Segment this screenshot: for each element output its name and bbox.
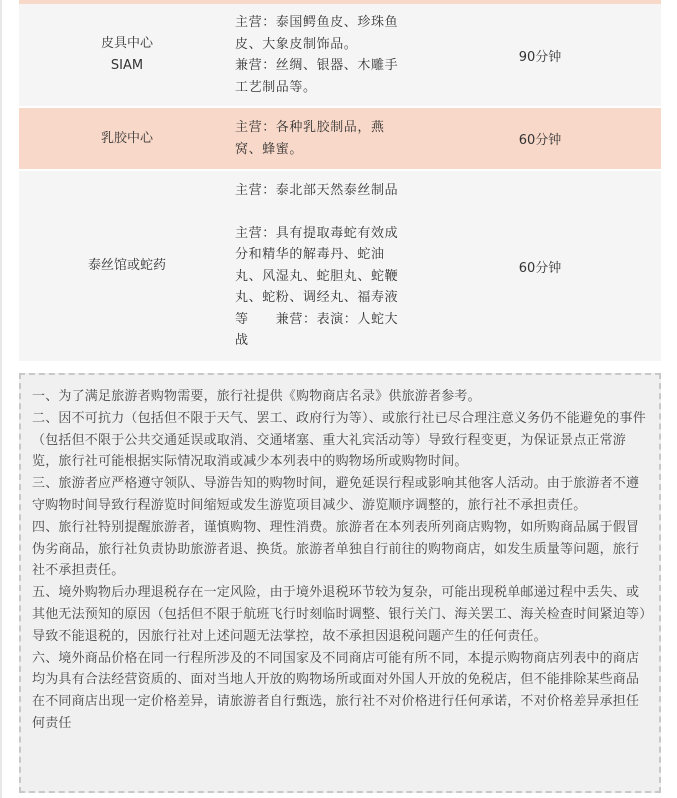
desc-line: 兼营：丝绸、银器、木雕手 [235, 58, 399, 73]
desc-line: 主营：具有提取毒蛇有效成 [235, 225, 399, 241]
desc-gap [235, 202, 419, 223]
shop-time: 90分钟 [518, 49, 562, 65]
desc-line: 主营：各种乳胶制品，燕 [235, 120, 385, 135]
left-border [0, 0, 2, 798]
desc-line: 主营：泰国鳄鱼皮、珍珠鱼 [235, 15, 399, 30]
desc-line: 主营：泰北部天然泰丝制品 [235, 183, 399, 199]
shop-name-en: SIAM [110, 58, 144, 73]
shop-desc-cell [235, 180, 419, 352]
desc-line: 丸、风湿丸、蛇胆丸、蛇鞭 [235, 268, 399, 284]
table-row [19, 108, 661, 171]
table-row [19, 4, 661, 108]
shopping-table [19, 0, 661, 363]
shop-desc-cell [235, 117, 419, 160]
note-paragraph: 一、为了满足旅游者购物需要，旅行社提供《购物商店名录》供旅游者参考。 [32, 389, 481, 404]
shop-name: 泰丝馆或蛇药 [87, 258, 166, 273]
shop-name: 皮具中心 [100, 36, 153, 51]
shop-time: 60分钟 [518, 133, 562, 148]
shop-name-cell [19, 33, 235, 77]
desc-line: 丸、蛇粉、调经丸、福寿液 [235, 290, 399, 306]
notes-box [19, 373, 661, 793]
note-paragraph: 六、境外商品价格在同一行程所涉及的不同国家及不同商店可能有所不同，本提示购物商店列表中的商店均为具有合法经营资质的、面对当地人开放的购物场所或面对外国人开放的免税店，但不能排除某些商品在不同商店出现一定价格差异，请旅游者自行甄选，旅行社不对价格进行任何承诺，不对价格差异承担任何责任 [32, 650, 640, 731]
shop-time: 60分钟 [518, 260, 562, 276]
note-paragraph: 四、旅行社特别提醒旅游者，谨慎购物、理性消费。旅游者在本列表所列商店购物，如所购商品属于假冒伪劣商品，旅行社负责协助旅游者退、换货。旅游者单独自行前往的购物商店，如发生质量等问题，旅行社不承担责任。 [32, 519, 640, 579]
table-row [19, 171, 661, 363]
note-paragraph: 五、境外购物后办理退税存在一定风险，由于境外退税环节较为复杂，可能出现税单邮递过程中丢失、或其他无法预知的原因（包括但不限于航班飞行时刻临时调整、银行关门、海关罢工、海关检查时间紧迫等）导致不能退税的，因旅行社对上述问题无法掌控，故不承担因退税问题产生的任何责任。 [32, 585, 646, 644]
desc-line: 分和精华的解毒丹、蛇油 [235, 247, 385, 263]
note-paragraph: 三、旅游者应严格遵守领队、导游告知的购物时间，避免延误行程或影响其他客人活动。由于旅游者不遵守购物时间导致行程游览时间缩短或发生游览项目减少、游览顺序调整的，旅行社不承担责任。 [32, 476, 640, 513]
shop-name: 乳胶中心 [100, 130, 153, 146]
desc-line: 等 兼营：表演：人蛇大 [235, 311, 399, 327]
desc-line: 皮、大象皮制饰品。 [235, 36, 358, 52]
desc-line: 工艺制品等。 [235, 79, 317, 95]
note-paragraph: 二、因不可抗力（包括但不限于天气、罢工、政府行为等）、或旅行社已尽合理注意义务仍不能避免的事件（包括但不限于公共交通延误或取消、交通堵塞、重大礼宾活动等）导致行程变更，为保证景点正常游览，旅行社可能根据实际情况取消或减少本列表中的购物场所或购物时间。 [32, 410, 646, 470]
desc-line: 战 [235, 333, 249, 349]
desc-line: 窝、蜂蜜。 [235, 141, 304, 157]
shop-desc-cell [235, 12, 419, 98]
